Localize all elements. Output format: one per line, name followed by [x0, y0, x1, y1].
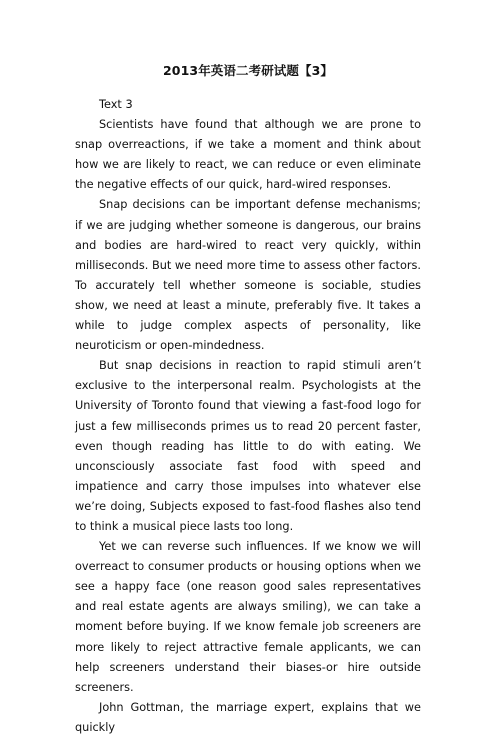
paragraph-4: Yet we can reverse such influences. If we know we will overreact to consumer products or housing options when we see a happy face (one reason good sales representatives and real estate agents are always smiling), we can take a moment before buying. If we know female job screeners are more likely to reject attractive female applicants, we can help screeners understand their biases-or hire outside screeners.	[75, 540, 421, 694]
paragraph-5: John Gottman, the marriage expert, explains that we quickly	[75, 700, 421, 734]
paragraph-3: But snap decisions in reaction to rapid stimuli aren’t exclusive to the interpersonal realm. Psychologists at the University of Toronto found that viewing a fast-food logo for just a few milliseconds primes us to read 20 percent faster, even though reading has little to do with eating. We unconsciously associate fast food with speed and impatience and carry those impulses into whatever else we’re doing, Subjects exposed to fast-food flashes also tend to think a musical piece lasts too long.	[75, 359, 421, 533]
article-body	[75, 95, 421, 738]
paragraph-2: Snap decisions can be important defense mechanisms; if we are judging whether someone is dangerous, our brains and bodies are hard-wired to react very quickly, within milliseconds. But we need more time to assess other factors. To accurately tell whether someone is sociable, studies show, we need at least a minute, preferably five. It takes a while to judge complex aspects of personality, like neuroticism or open-mindedness.	[75, 198, 421, 353]
page-title: 2013年英语二考研试题【3】	[163, 63, 333, 78]
paragraph-1: Scientists have found that although we are prone to snap overreactions, if we take a moment and think about how we are likely to react, we can reduce or even eliminate the negative effects of our quick, hard-wired responses.	[75, 118, 421, 192]
section-label: Text 3	[99, 98, 133, 111]
